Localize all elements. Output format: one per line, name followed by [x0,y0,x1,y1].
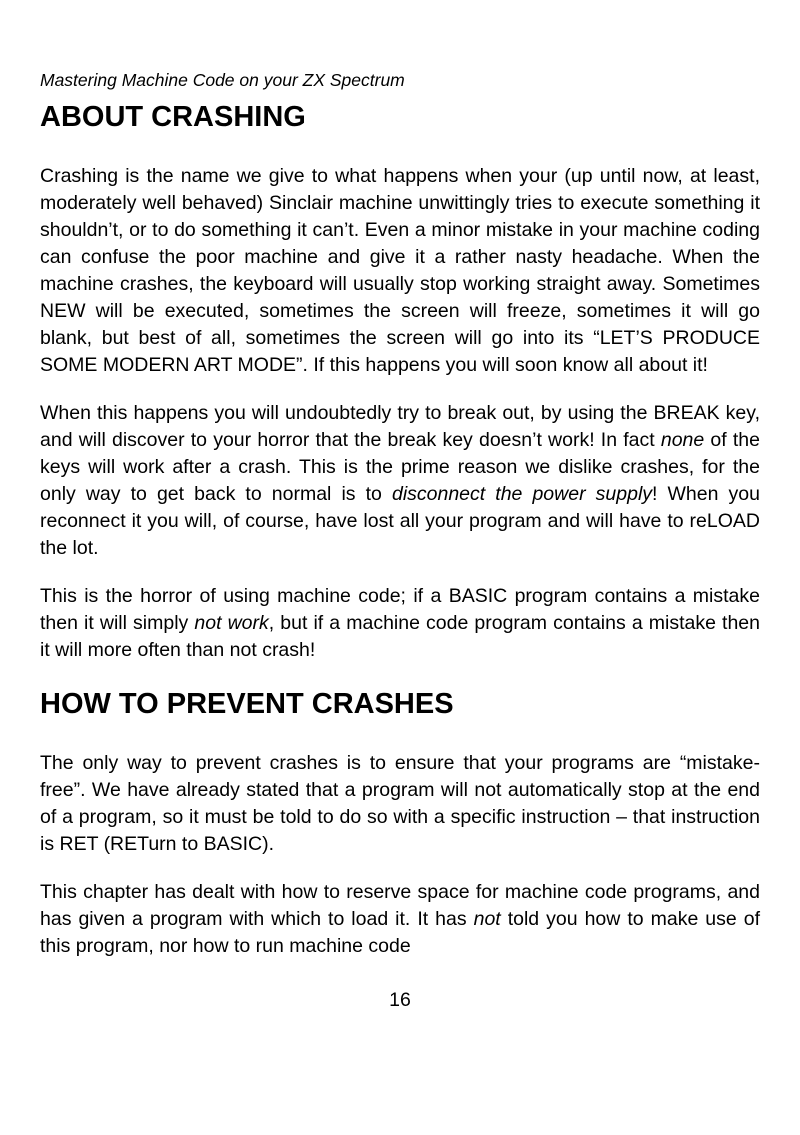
emphasized-text: none [660,429,705,451]
body-text: The only way to prevent crashes is to ensure that your programs are “mistake-free”. We have already stated that a program will not automatically stop at the end of a program, so it must be told to do so with a specific instruction – that instruction is RET (RETurn to BASIC). [40,752,760,855]
body-text: , but if a machine code program contains a mistake then it will more often than not crash! [40,612,760,661]
paragraph [40,879,760,960]
section-body-how-to-prevent-crashes [40,750,760,960]
body-text: of the keys will work after a crash. This is the prime reason we dislike crashes, for the only way to get back to normal is to [40,429,760,505]
body-text: This is the horror of using machine code; if a BASIC program contains a mistake then it will simply [40,585,760,634]
emphasized-text: not [473,908,501,930]
paragraph [40,163,760,379]
paragraph [40,583,760,664]
section-how-to-prevent-crashes [40,687,760,960]
body-text: told you how to make use of this program, nor how to run machine code [40,908,760,957]
section-body-about-crashing [40,163,760,664]
paragraph [40,750,760,858]
body-text: ! When you reconnect it you will, of course, have lost all your program and will have to reLOAD the lot. [40,483,760,559]
section-heading-how-to-prevent-crashes: HOW TO PREVENT CRASHES [40,688,454,720]
section-heading-about-crashing: ABOUT CRASHING [40,101,306,133]
body-text: When this happens you will undoubtedly try to break out, by using the BREAK key, and will discover to your horror that the break key doesn’t work! In fact [40,402,760,451]
body-text: Crashing is the name we give to what happens when your (up until now, at least, moderately well behaved) Sinclair machine unwittingly tries to execute something it shouldn’t, or to do something it can’t. Even a minor mistake in your machine coding can confuse the poor machine and give it a rather nasty headache. When the machine crashes, the keyboard will usually stop working straight away. Sometimes NEW will be executed, sometimes the screen will freeze, sometimes it will go blank, but best of all, sometimes the screen will go into its “LET’S PRODUCE SOME MODERN ART MODE”. If this happens you will soon know all about it! [40,165,760,376]
emphasized-text: not work [194,612,269,634]
page-number: 16 [389,989,411,1011]
body-text: This chapter has dealt with how to reserve space for machine code programs, and has given a program with which to load it. It has [40,881,760,930]
paragraph [40,400,760,562]
section-about-crashing [40,100,760,664]
running-head: Mastering Machine Code on your ZX Spectrum [40,70,405,90]
emphasized-text: disconnect the power supply [391,483,653,505]
